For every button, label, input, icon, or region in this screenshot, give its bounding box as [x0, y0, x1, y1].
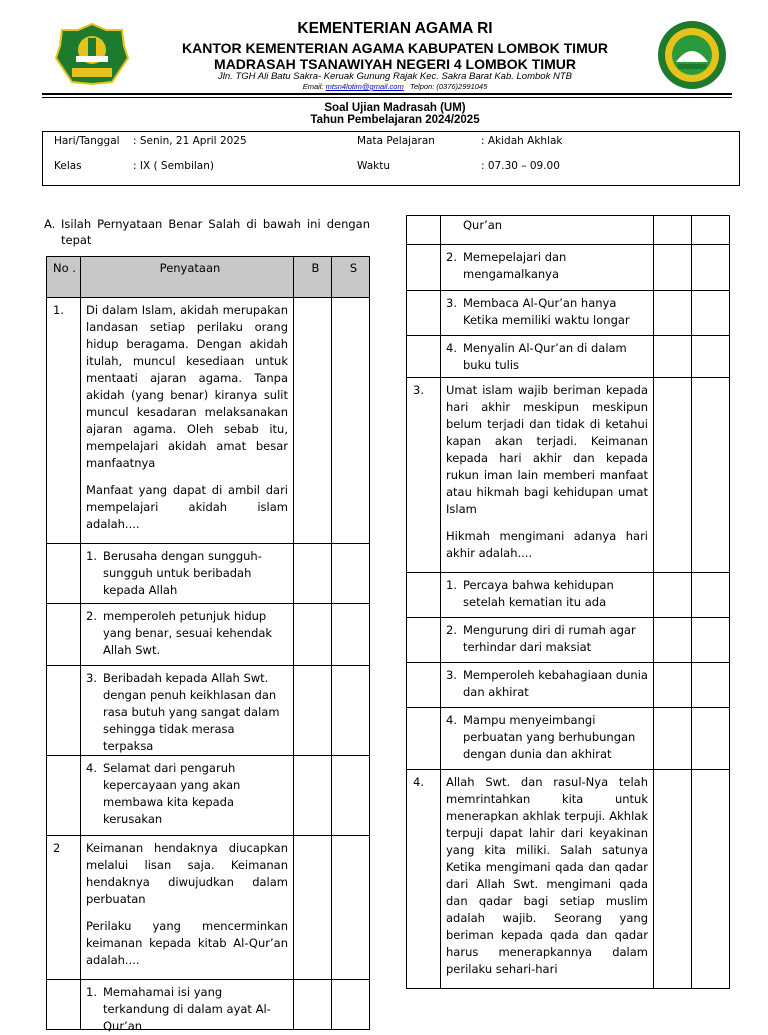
answer-s-cell[interactable] — [692, 291, 730, 336]
ministry-logo — [54, 22, 130, 86]
table-row — [407, 291, 730, 336]
option-number: 1. — [446, 578, 457, 592]
day-value: : Senin, 21 April 2025 — [133, 135, 247, 147]
question-stem — [441, 770, 654, 989]
answer-s-cell[interactable] — [332, 604, 370, 666]
stem-text: Keimanan hendaknya diucapkan melalui lisan saja. Keimanan hendaknya diwujudkan dalam perbuatan — [86, 841, 288, 906]
option-cell — [441, 708, 654, 770]
header-s: S — [332, 257, 370, 298]
instruction-text: Isilah Pernyataan Benar Salah di bawah ini dengan tepat — [61, 217, 370, 247]
option-cell — [441, 618, 654, 663]
table-row — [407, 708, 730, 770]
answer-s-cell[interactable] — [692, 245, 730, 291]
answer-s-cell[interactable] — [332, 666, 370, 756]
answer-b-cell[interactable] — [294, 756, 332, 836]
answer-b-cell[interactable] — [294, 666, 332, 756]
option-text-continued: Qur’an — [463, 218, 503, 232]
table-row — [47, 836, 370, 980]
stem-text: Allah Swt. dan rasul-Nya telah memrintahkan kita untuk menerapkan akhlak terpuji. Akhlak terpuji dapat lahir dari keyakinan yang kita miliki. Salah satunya Ketika mengimani qada dan qadar dari Allah Swt. mengimani qada dan qadar bagi setiap muslim adalah wajib. Seorang yang beriman kepada qada dan qadar harus menerapkannya dalam perilaku sehari-hari — [446, 775, 648, 976]
answer-b-cell[interactable] — [654, 245, 692, 291]
question-number: 3. — [407, 378, 441, 573]
table-row — [407, 216, 730, 245]
school-address: Jln. TGH Ali Batu Sakra- Keruak Gunung Rajak Kec. Sakra Barat Kab. Lombok NTB — [218, 71, 572, 82]
header-rule-thick — [42, 93, 732, 95]
answer-s-cell[interactable] — [692, 708, 730, 770]
answer-s-cell[interactable] — [692, 336, 730, 378]
subject-value: : Akidah Akhlak — [481, 135, 563, 147]
table-row — [47, 980, 370, 1030]
answer-s-cell[interactable] — [692, 663, 730, 708]
question-text: Hikmah mengimani adanya hari akhir adalah.... — [446, 529, 648, 560]
answer-b-cell[interactable] — [294, 298, 332, 544]
option-number: 1. — [86, 549, 97, 563]
answer-s-cell[interactable] — [332, 980, 370, 1030]
exam-info-box — [42, 131, 740, 186]
option-cell — [81, 980, 294, 1033]
option-text: memperoleh petunjuk hidup yang benar, sesuai kehendak Allah Swt. — [103, 609, 273, 657]
table-row — [47, 544, 370, 604]
option-text: Memepelajari dan mengamalkanya — [463, 250, 567, 281]
option-number: 4. — [446, 713, 457, 727]
option-text: Membaca Al-Qur’an hanya Ketika memiliki waktu longar — [463, 296, 630, 327]
subject-label: Mata Pelajaran — [357, 135, 435, 147]
question-stem — [81, 836, 294, 980]
contact-line — [130, 82, 660, 91]
question-stem — [81, 298, 294, 544]
exam-year: Tahun Pembelajaran 2024/2025 — [310, 114, 480, 126]
table-row — [407, 663, 730, 708]
question-number: 2 — [47, 836, 81, 980]
option-text: Memperoleh kebahagiaan dunia dan akhirat — [463, 668, 648, 699]
option-number: 4. — [446, 341, 457, 355]
question-number: 4. — [407, 770, 441, 989]
answer-b-cell[interactable] — [294, 980, 332, 1030]
option-cell — [81, 756, 294, 836]
option-cell — [81, 604, 294, 666]
answer-s-cell[interactable] — [692, 216, 730, 245]
option-cell-continued — [441, 216, 654, 245]
option-cell — [81, 666, 294, 756]
time-value: : 07.30 – 09.00 — [481, 160, 560, 172]
option-text: Mampu menyeimbangi perbuatan yang berhubungan dengan dunia dan akhirat — [463, 713, 636, 761]
header-b: B — [294, 257, 332, 298]
table-row — [47, 604, 370, 666]
option-cell — [441, 336, 654, 378]
answer-s-cell[interactable] — [692, 573, 730, 618]
section-instruction — [44, 216, 370, 248]
email-label: Email: — [302, 82, 324, 91]
option-text: Beribadah kepada Allah Swt. dengan penuh keikhlasan dan rasa butuh yang sangat dalam sehingga tidak merasa terpaksa — [103, 671, 280, 753]
question-text: Manfaat yang dapat di ambil dari mempelajari akidah islam adalah.... — [86, 483, 288, 531]
answer-b-cell[interactable] — [654, 573, 692, 618]
question-table-left — [46, 256, 370, 1033]
school-logo — [656, 20, 728, 90]
answer-b-cell[interactable] — [654, 216, 692, 245]
exam-title: Soal Ujian Madrasah (UM) — [324, 102, 466, 114]
email-link[interactable]: mtsn4lotim@gmail.com — [325, 82, 404, 91]
header-no: No . — [47, 257, 81, 298]
answer-s-cell[interactable] — [332, 756, 370, 836]
table-row — [47, 666, 370, 756]
day-label: Hari/Tanggal — [54, 135, 120, 147]
question-number: 1. — [47, 298, 81, 544]
option-number: 3. — [446, 296, 457, 310]
stem-text: Umat islam wajib beriman kepada hari akhir meskipun meskipun belum terjadi dan tidak di ketahui kapan akan terjadi. Keimanan kepada hari akhir dan kepada rukun iman lain memberi manfaat atau hikmah bagi kehidupan umat Islam — [446, 383, 648, 516]
table-row — [407, 573, 730, 618]
option-cell — [81, 544, 294, 604]
option-cell — [441, 291, 654, 336]
school-title: MADRASAH TSANAWIYAH NEGERI 4 LOMBOK TIMUR — [214, 56, 576, 72]
option-text: Selamat dari pengaruh kepercayaan yang akan membawa kita kepada kerusakan — [103, 761, 241, 826]
table-row — [407, 378, 730, 573]
answer-b-cell[interactable] — [654, 618, 692, 663]
header-rule-thin — [42, 97, 732, 98]
time-label: Waktu — [357, 160, 390, 172]
option-number: 1. — [86, 985, 97, 999]
answer-b-cell[interactable] — [654, 291, 692, 336]
answer-b-cell[interactable] — [654, 378, 692, 573]
table-header-row — [47, 257, 370, 298]
office-title: KANTOR KEMENTERIAN AGAMA KABUPATEN LOMBOK TIMUR — [182, 40, 608, 56]
option-text: Berusaha dengan sungguh-sungguh untuk beribadah kepada Allah — [103, 549, 262, 597]
answer-s-cell[interactable] — [692, 618, 730, 663]
stem-text: Di dalam Islam, akidah merupakan landasan setiap perilaku orang hidup beragama. Dengan akidah itulah, muncul kesediaan untuk mentaati ajaran agama. Tanpa akidah (yang benar) kiranya sulit muncul kesadaran melaksanakan ajaran agama. Oleh sebab itu, mempelajari akidah amat besar manfaatnya — [86, 303, 288, 470]
class-value: : IX ( Sembilan) — [133, 160, 214, 172]
option-number: 2. — [446, 250, 457, 264]
answer-b-cell[interactable] — [654, 708, 692, 770]
option-number: 3. — [446, 668, 457, 682]
answer-b-cell[interactable] — [294, 544, 332, 604]
table-row — [407, 618, 730, 663]
table-row — [407, 336, 730, 378]
option-text: Menyalin Al-Qur’an di dalam buku tulis — [463, 341, 627, 372]
ministry-title: KEMENTERIAN AGAMA RI — [297, 20, 493, 37]
answer-s-cell[interactable] — [692, 378, 730, 573]
option-cell — [441, 245, 654, 291]
question-table-right — [406, 215, 730, 989]
section-letter: A. — [44, 217, 56, 231]
option-number: 3. — [86, 671, 97, 685]
phone-text: Telpon: (0376)2991045 — [409, 82, 488, 91]
answer-s-cell[interactable] — [692, 770, 730, 989]
table-row — [47, 298, 370, 544]
option-text: Memahamai isi yang terkandung di dalam ayat Al-Qur’an — [103, 985, 271, 1033]
option-cell — [441, 663, 654, 708]
answer-b-cell[interactable] — [294, 836, 332, 980]
question-text: Perilaku yang mencerminkan keimanan kepada kitab Al-Qur’an adalah.... — [86, 919, 288, 967]
answer-b-cell[interactable] — [654, 336, 692, 378]
answer-b-cell[interactable] — [294, 604, 332, 666]
question-stem — [441, 378, 654, 573]
table-row — [407, 245, 730, 291]
answer-b-cell[interactable] — [654, 663, 692, 708]
option-number: 2. — [446, 623, 457, 637]
option-text: Mengurung diri di rumah agar terhindar dari maksiat — [463, 623, 636, 654]
header-statement: Penyataan — [81, 257, 294, 298]
option-number: 4. — [86, 761, 97, 775]
option-text: Percaya bahwa kehidupan setelah kematian itu ada — [463, 578, 614, 609]
answer-s-cell[interactable] — [332, 298, 370, 544]
table-row — [47, 756, 370, 836]
answer-s-cell[interactable] — [332, 836, 370, 980]
answer-b-cell[interactable] — [654, 770, 692, 989]
table-row — [407, 770, 730, 989]
option-cell — [441, 573, 654, 618]
answer-s-cell[interactable] — [332, 544, 370, 604]
option-number: 2. — [86, 609, 97, 623]
class-label: Kelas — [54, 160, 82, 172]
